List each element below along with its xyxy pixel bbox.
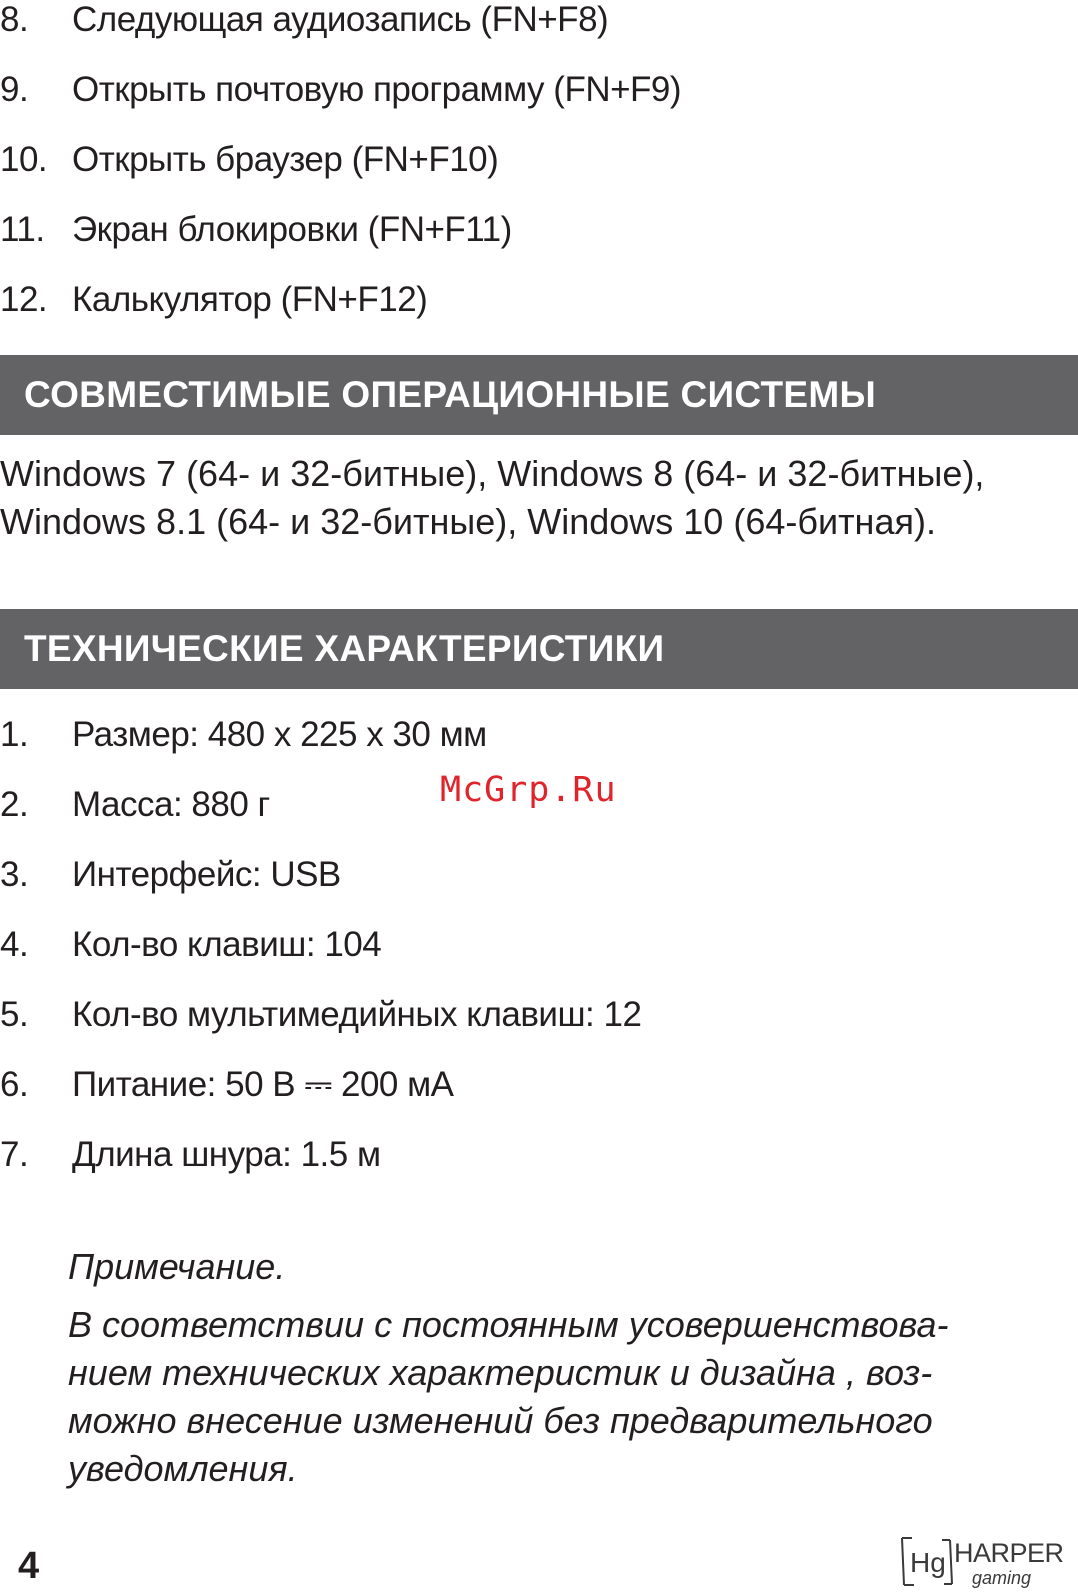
item-text: Открыть браузер (FN+F10) bbox=[72, 140, 499, 179]
os-line-2: Windows 8.1 (64- и 32-битные), Windows 10 (64-битная). bbox=[0, 501, 936, 542]
specs-section-heading: ТЕХНИЧЕСКИЕ ХАРАКТЕРИСТИКИ bbox=[0, 609, 1078, 689]
item-number: 5. bbox=[0, 995, 29, 1034]
logo-sub: gaming bbox=[972, 1568, 1032, 1588]
item-number: 7. bbox=[0, 1135, 29, 1174]
item-number: 4. bbox=[0, 925, 29, 964]
note-line: можно внесение изменений без предварительного bbox=[68, 1400, 933, 1441]
item-number: 8. bbox=[0, 0, 29, 39]
logo-mark: Hg bbox=[910, 1547, 946, 1578]
item-text: Экран блокировки (FN+F11) bbox=[72, 210, 512, 249]
item-text: Калькулятор (FN+F12) bbox=[72, 280, 428, 319]
page-number: 4 bbox=[18, 1545, 40, 1587]
note-line: нием технических характеристик и дизайна , воз- bbox=[68, 1352, 933, 1393]
item-text: Интерфейс: USB bbox=[72, 855, 341, 894]
item-number: 1. bbox=[0, 715, 29, 754]
item-text: Размер: 480 x 225 x 30 мм bbox=[72, 715, 487, 754]
item-number: 12. bbox=[0, 280, 48, 319]
item-text: Кол-во мультимедийных клавиш: 12 bbox=[72, 995, 642, 1034]
item-number: 6. bbox=[0, 1065, 29, 1104]
logo-name: HARPER bbox=[954, 1538, 1064, 1568]
item-number: 10. bbox=[0, 140, 48, 179]
os-section-heading: СОВМЕСТИМЫЕ ОПЕРАЦИОННЫЕ СИСТЕМЫ bbox=[0, 355, 1078, 435]
item-number: 3. bbox=[0, 855, 29, 894]
note-line: уведомления. bbox=[68, 1448, 298, 1489]
item-text: Питание: 50 В ⎓ 200 мА bbox=[72, 1065, 454, 1104]
item-text: Длина шнура: 1.5 м bbox=[72, 1135, 381, 1174]
item-text: Кол-во клавиш: 104 bbox=[72, 925, 382, 964]
item-number: 11. bbox=[0, 210, 45, 249]
item-number: 2. bbox=[0, 785, 29, 824]
note-block bbox=[68, 1243, 949, 1493]
note-line: В соответствии с постоянным усовершенствова- bbox=[68, 1304, 949, 1345]
item-text: Масса: 880 г bbox=[72, 785, 270, 824]
os-compatibility-text bbox=[0, 450, 1078, 546]
item-text: Следующая аудиозапись (FN+F8) bbox=[72, 0, 609, 39]
harper-gaming-logo bbox=[900, 1530, 1070, 1590]
item-text: Открыть почтовую программу (FN+F9) bbox=[72, 70, 682, 109]
note-title: Примечание. bbox=[68, 1246, 286, 1287]
item-number: 9. bbox=[0, 70, 29, 109]
os-line-1: Windows 7 (64- и 32-битные), Windows 8 (64- и 32-битные), bbox=[0, 453, 985, 494]
watermark-link[interactable]: McGrp.Ru bbox=[440, 770, 617, 810]
